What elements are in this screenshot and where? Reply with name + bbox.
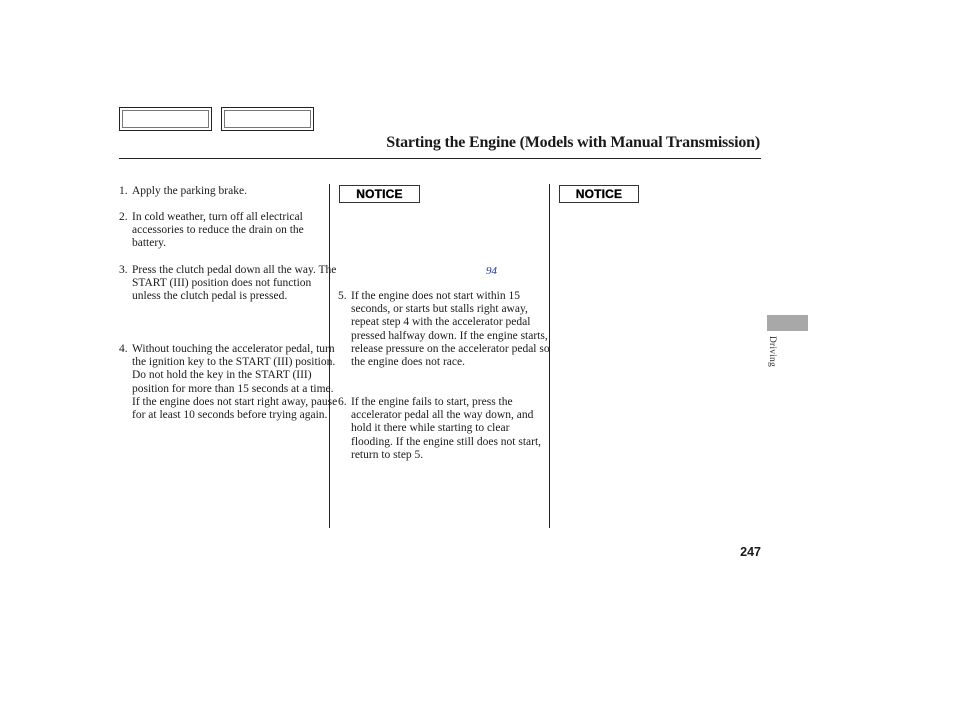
step-text: Without touching the accelerator pedal, turn the ignition key to the START (III) position. Do not hold the key in the START (III) position for more than 15 seconds at a time. If the engine does not start right away, pause for at least 10 seconds before trying again. bbox=[132, 343, 338, 422]
step-text: In cold weather, turn off all electrical accessories to reduce the drain on the battery. bbox=[132, 211, 304, 250]
page-number: 247 bbox=[740, 545, 761, 559]
section-tab[interactable] bbox=[767, 315, 808, 331]
step-item bbox=[119, 185, 338, 198]
step-text: If the engine does not start within 15 seconds, or starts but stalls right away, repeat step 4 with the accelerator pedal pressed halfway down. If the engine starts, release pressure on the accelerator pedal so the engine does not race. bbox=[351, 290, 550, 369]
nav-button-index[interactable] bbox=[221, 107, 314, 131]
nav-button-main-menu[interactable] bbox=[119, 107, 212, 131]
title-divider bbox=[119, 158, 761, 159]
section-tab-label: Driving bbox=[767, 336, 777, 367]
step-text: Press the clutch pedal down all the way. The START (III) position does not function unless the clutch pedal is pressed. bbox=[132, 264, 337, 303]
step-number: 5. bbox=[338, 290, 347, 302]
step-number: 6. bbox=[338, 396, 347, 408]
notice-box bbox=[559, 185, 639, 203]
page-reference-link[interactable]: 94 bbox=[486, 265, 497, 277]
step-text: Apply the parking brake. bbox=[132, 185, 247, 197]
notice-label: NOTICE bbox=[575, 187, 623, 201]
step-number: 3. bbox=[119, 264, 128, 276]
step-number: 4. bbox=[119, 343, 128, 355]
page-title: Starting the Engine (Models with Manual Transmission) bbox=[386, 134, 760, 151]
step-item bbox=[119, 264, 338, 304]
step-number: 2. bbox=[119, 211, 128, 223]
step-item bbox=[338, 396, 553, 462]
step-item bbox=[338, 290, 553, 369]
notice-box bbox=[339, 185, 420, 203]
step-item bbox=[119, 343, 338, 422]
notice-label: NOTICE bbox=[356, 187, 403, 201]
step-item bbox=[119, 211, 338, 251]
step-text: If the engine fails to start, press the accelerator pedal all the way down, and hold it there while starting to clear flooding. If the engine still does not start, return to step 5. bbox=[351, 396, 542, 461]
step-number: 1. bbox=[119, 185, 128, 197]
